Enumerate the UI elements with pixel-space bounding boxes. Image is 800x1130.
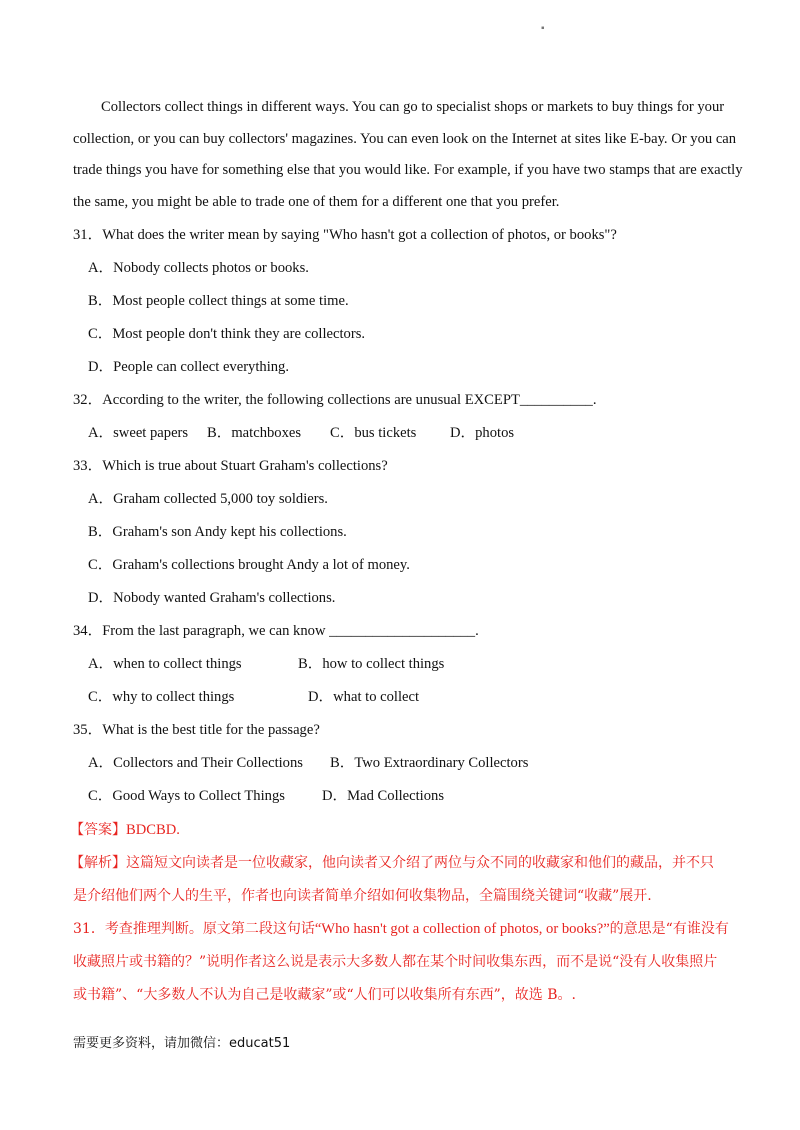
answer-label: 【答案】 [70,822,126,838]
question-33-option-b: B．Graham's son Andy kept his collections. [88,524,347,540]
analysis-line-2: 是介绍他们两个人的生平，作者也向读者简单介绍如何收集物品，全篇围绕关键词“收藏”展开. [73,888,652,904]
question-32-option-b: B．matchboxes [207,425,302,441]
question-32-stem: 32．According to the writer, the following collections are unusual EXCEPT__________. [73,392,597,408]
explanation-31-line-3: 或书籍”、“大多数人不认为自己是收藏家”或“人们可以收集所有东西”，故选 B。. [73,987,576,1003]
passage-line: trade things you have for something else that you would like. For example, if you have two stamps that are exactly [73,162,743,178]
question-34-option-d: D．what to collect [308,689,420,705]
question-31-option-b: B．Most people collect things at some time. [88,293,349,309]
analysis-text-1: 这篇短文向读者是一位收藏家，他向读者又介绍了两位与众不同的收藏家和他们的藏品，并不只 [126,855,714,871]
question-32-option-c: C．bus tickets [330,425,417,441]
question-32-option-d: D．photos [450,425,515,441]
question-33-stem: 33．Which is true about Stuart Graham's collections? [73,458,388,474]
footer-contact: 需要更多资料，请加微信：educat51 [73,1036,291,1051]
explanation-31-line-1 [73,917,729,941]
question-35-option-c: C．Good Ways to Collect Things [88,788,285,804]
question-35-stem: 35．What is the best title for the passage? [73,722,320,738]
analysis-line-1 [70,851,714,875]
question-34-option-a: A．when to collect things [88,656,242,672]
question-34-stem: 34．From the last paragraph, we can know ____________________. [73,623,479,639]
answer-line [70,818,180,842]
question-35-option-d: D．Mad Collections [322,788,445,804]
question-31-option-a: A．Nobody collects photos or books. [88,260,309,276]
explanation-31-line-2: 收藏照片或书籍的？”说明作者这么说是表示大多数人都在某个时间收集东西，而不是说“没有人收集照片 [73,954,718,970]
question-32-option-a: A．sweet papers [88,425,189,441]
explanation-31-prefix: 31．考查推理判断。原文第二段这句话 [73,921,315,937]
explanation-31-quote: “Who hasn't got a collection of photos, or books?” [314,921,610,937]
passage-paragraph [73,92,743,218]
question-31-option-c: C．Most people don't think they are collectors. [88,326,366,342]
question-33-option-a: A．Graham collected 5,000 toy soldiers. [88,491,328,507]
explanation-31-suffix: 的意思是“有谁没有 [609,921,729,937]
question-35-option-a: A．Collectors and Their Collections [88,755,303,771]
passage-line: Collectors collect things in different ways. You can go to specialist shops or markets to buy things for your [101,99,725,115]
question-33-option-c: C．Graham's collections brought Andy a lot of money. [88,557,410,573]
analysis-label: 【解析】 [70,855,126,871]
answer-value: BDCBD. [126,822,180,838]
question-31-stem: 31．What does the writer mean by saying "Who hasn't got a collection of photos, or books"? [73,227,617,243]
passage-line: collection, or you can buy collectors' magazines. You can even look on the Internet at sites like E-bay. Or you can [73,130,737,147]
passage-line: the same, you might be able to trade one of them for a different one that you prefer. [73,193,560,210]
question-33-option-d: D．Nobody wanted Graham's collections. [88,590,336,606]
question-31-option-d: D．People can collect everything. [88,359,289,375]
header-mark: ▪ [541,23,545,34]
question-35-option-b: B．Two Extraordinary Collectors [330,755,529,771]
question-34-option-c: C．why to collect things [88,689,235,705]
question-34-option-b: B．how to collect things [298,656,445,672]
